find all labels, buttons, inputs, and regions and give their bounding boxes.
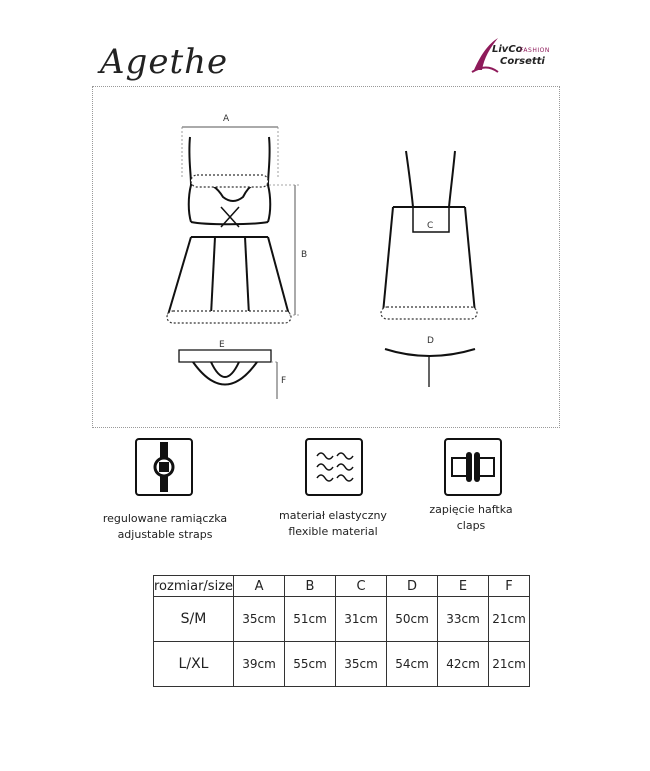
table-row [154,642,530,687]
row-label-sm: S/M [154,597,234,642]
dim-label-c: C [427,221,434,231]
table-cell: 33cm [438,597,489,642]
table-cell: 35cm [234,597,285,642]
feature-material-pl: materiał elastyczny [279,509,387,522]
feature-straps-pl: regulowane ramiączka [102,512,228,525]
table-cell: 21cm [489,642,530,687]
brand-name-corsetti: Corsetti [500,56,545,67]
feature-clasp-en: claps [456,519,486,532]
table-cell: 35cm [336,642,387,687]
elastic-waves-icon [307,440,361,494]
feature-material-en: flexible material [288,525,378,538]
hook-clasp-icon [446,440,500,494]
technical-drawing-panel [92,86,560,428]
brand-name-livco: LivCo [492,44,523,55]
brand-swoosh-icon [470,36,500,76]
table-cell: 54cm [387,642,438,687]
size-table-corner: rozmiar/size [154,576,234,597]
hook-clasp-icon-box [444,438,502,496]
col-header-d: D [387,576,438,597]
dim-label-f: F [281,376,287,386]
chemise-back-drawing [383,151,475,387]
col-header-a: A [234,576,285,597]
table-cell: 21cm [489,597,530,642]
col-header-e: E [438,576,489,597]
chemise-front-drawing [168,137,289,315]
fur-trim-decor [167,175,291,323]
size-table [153,575,530,687]
table-cell: 42cm [438,642,489,687]
flexible-material-icon-box [305,438,363,496]
feature-clasp-pl: zapięcie haftka [429,503,513,516]
dim-label-e: E [219,340,225,350]
size-table-header [154,576,530,597]
brand-fashion: FASHION [520,47,550,54]
col-header-b: B [285,576,336,597]
table-cell: 51cm [285,597,336,642]
col-header-c: C [336,576,387,597]
table-cell: 55cm [285,642,336,687]
thong-drawing [179,350,271,385]
table-row [154,597,530,642]
brand-logo [470,36,610,78]
strap-adjuster-icon [137,440,191,494]
feature-label-straps [85,511,245,543]
row-label-lxl: L/XL [154,642,234,687]
feature-straps-en: adjustable straps [117,528,213,541]
dim-label-a: A [223,114,230,124]
garment-diagram [93,87,559,427]
table-cell: 31cm [336,597,387,642]
feature-label-material [253,508,413,540]
back-fur-trim [381,307,477,319]
adjustable-straps-icon-box [135,438,193,496]
col-header-f: F [489,576,530,597]
table-cell: 39cm [234,642,285,687]
feature-label-clasp [391,502,551,534]
dim-label-b: B [301,250,308,260]
table-cell: 50cm [387,597,438,642]
product-title: Agethe [100,42,229,82]
dim-label-d: D [427,336,434,346]
